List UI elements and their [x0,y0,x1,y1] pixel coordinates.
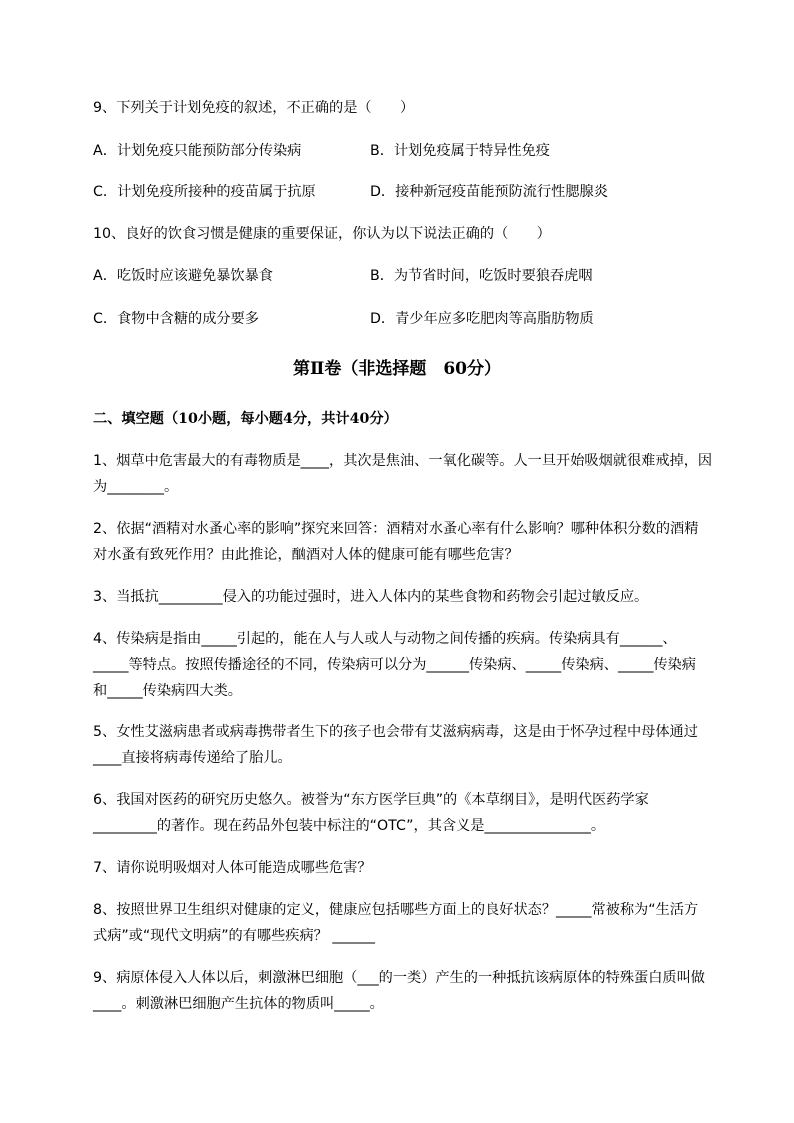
fill-line: ____。刺激淋巴细胞产生抗体的物质叫_____。 [93,996,384,1012]
question-10-option-d: D．青少年应多吃肥肉等高脂肪物质 [370,311,594,327]
fill-line: _________的著作。现在药品外包装中标注的“OTC”，其含义是_______________。 [93,818,606,834]
fill-line: 6、我国对医药的研究历史悠久。被誉为“东方医学巨典”的《本草纲目》，是明代医药学家 [93,792,649,808]
fill-line: 1、烟草中危害最大的有毒物质是____，其次是焦油、一氧化碳等。人一旦开始吸烟就很难戒掉，因 [93,453,713,469]
question-9-option-c: C．计划免疫所接种的疫苗属于抗原 [93,184,316,200]
fill-line: 为________。 [93,479,179,495]
question-10-stem: 10、良好的饮食习惯是健康的重要保证，你认为以下说法正确的（ ） [93,226,551,242]
fill-line: 对水蚤有致死作用？由此推论，酗酒对人体的健康可能有哪些危害？ [93,547,519,563]
fill-line: 4、传染病是指由_____引起的，能在人与人或人与动物之间传播的疾病。传染病具有______、 [93,631,677,647]
fill-line: ____直接将病毒传递给了胎儿。 [93,750,292,766]
question-9-stem: 9、下列关于计划免疫的叙述，不正确的是（ ） [93,100,415,116]
fill-line: 式病”或“现代文明病”的有哪些疾病？ ______ [93,928,375,944]
fill-line: 5、女性艾滋病患者或病毒携带者生下的孩子也会带有艾滋病病毒，这是由于怀孕过程中母体通过 [93,724,698,740]
fill-line: 8、按照世界卫生组织对健康的定义，健康应包括哪些方面上的良好状态？_____常被称为“生活方 [93,902,699,918]
fill-line: _____等特点。按照传播途径的不同，传染病可以分为______传染病、_____传染病、_____传染病 [93,657,696,673]
question-10-option-b: B．为节省时间，吃饭时要狼吞虎咽 [370,268,593,284]
fill-line: 9、病原体侵入人体以后，刺激淋巴细胞（___的一类）产生的一种抵抗该病原体的特殊蛋白质叫做 [93,970,705,986]
question-9-option-a: A．计划免疫只能预防部分传染病 [93,143,302,159]
fill-line: 和_____传染病四大类。 [93,683,242,699]
fill-line: 2、依据“酒精对水蚤心率的影响”探究来回答：酒精对水蚤心率有什么影响？哪种体积分数的酒精 [93,521,699,537]
question-10-option-c: C．食物中含糖的成分要多 [93,311,259,327]
part-heading: 二、填空题（10小题，每小题4分，共计40分） [93,411,398,427]
fill-line: 7、请你说明吸烟对人体可能造成哪些危害？ [93,860,372,876]
question-9-option-d: D．接种新冠疫苗能预防流行性腮腺炎 [370,184,608,200]
fill-line: 3、当抵抗_________侵入的功能过强时，进入人体内的某些食物和药物会引起过敏反应。 [93,589,649,605]
section-title: 第Ⅱ卷（非选择题 60分） [293,359,501,379]
question-10-option-a: A．吃饭时应该避免暴饮暴食 [93,268,273,284]
question-9-option-b: B．计划免疫属于特异性免疫 [370,143,550,159]
